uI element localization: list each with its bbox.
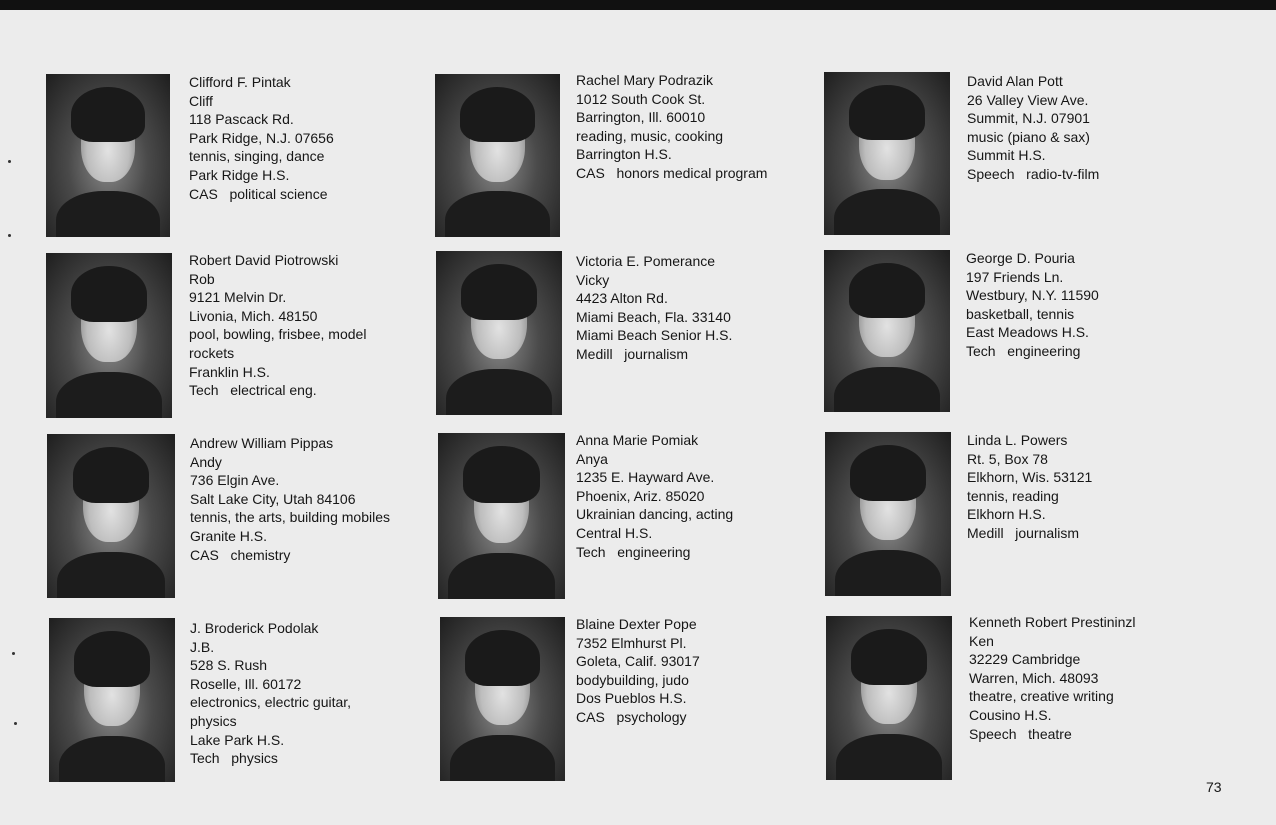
student-info [576, 71, 767, 183]
student-name: Blaine Dexter Pope [576, 616, 697, 632]
student-detail-line: Park Ridge, N.J. 07656 [189, 129, 334, 146]
student-detail-line: Speech radio-tv-film [967, 165, 1100, 182]
student-detail-line: Summit, N.J. 07901 [967, 110, 1090, 127]
student-name: George D. Pouria [966, 250, 1075, 266]
student-info [576, 252, 732, 364]
student-detail-line: Anya [576, 450, 608, 467]
student-name: J. Broderick Podolak [190, 620, 319, 636]
student-name: Victoria E. Pomerance [576, 253, 716, 269]
student-detail-line: 197 Friends Ln. [966, 268, 1064, 285]
student-detail-line: physics [190, 712, 237, 729]
student-info [967, 431, 1092, 543]
student-photo [825, 432, 951, 596]
student-detail-line: tennis, the arts, building mobiles [190, 509, 390, 526]
student-detail-line: Franklin H.S. [189, 363, 270, 380]
student-name: Kenneth Robert Prestininzl [969, 614, 1136, 630]
student-detail-line: Summit H.S. [967, 147, 1046, 164]
student-photo [46, 74, 170, 237]
student-photo [46, 253, 172, 418]
student-photo [824, 72, 950, 235]
student-detail-line: Phoenix, Ariz. 85020 [576, 487, 705, 504]
student-detail-line: Ukrainian dancing, acting [576, 506, 734, 523]
student-name: Linda L. Powers [967, 432, 1068, 448]
student-detail-line: Central H.S. [576, 524, 653, 541]
student-detail-line: Rt. 5, Box 78 [967, 450, 1048, 467]
student-detail-line: Tech physics [190, 750, 278, 767]
student-detail-line: Granite H.S. [190, 527, 268, 544]
margin-mark [8, 160, 11, 163]
student-name: Andrew William Pippas [190, 435, 334, 451]
student-detail-line: Cliff [189, 92, 213, 109]
student-detail-line: East Meadows H.S. [966, 324, 1089, 341]
student-detail-line: Barrington, Ill. 60010 [576, 109, 706, 126]
student-detail-line: Warren, Mich. 48093 [969, 669, 1099, 686]
student-info [576, 431, 733, 561]
student-photo [824, 250, 950, 412]
student-detail-line: Lake Park H.S. [190, 731, 285, 748]
student-detail-line: Barrington H.S. [576, 146, 672, 163]
student-info [189, 251, 366, 400]
student-name: Clifford F. Pintak [189, 74, 291, 90]
student-info [967, 72, 1099, 184]
student-detail-line: 9121 Melvin Dr. [189, 289, 287, 306]
student-detail-line: 4423 Alton Rd. [576, 290, 668, 307]
student-photo [440, 617, 565, 781]
student-detail-line: Andy [190, 453, 222, 470]
student-photo [47, 434, 175, 598]
student-detail-line: Westbury, N.Y. 11590 [966, 287, 1099, 304]
student-detail-line: CAS political science [189, 185, 328, 202]
student-detail-line: Dos Pueblos H.S. [576, 690, 687, 707]
student-detail-line: tennis, reading [967, 487, 1059, 504]
student-detail-line: basketball, tennis [966, 305, 1075, 322]
student-detail-line: Elkhorn H.S. [967, 506, 1046, 523]
margin-mark [14, 722, 17, 725]
student-detail-line: Ken [969, 632, 994, 649]
student-detail-line: Tech electrical eng. [189, 382, 317, 399]
student-detail-line: Elkhorn, Wis. 53121 [967, 469, 1093, 486]
student-detail-line: CAS honors medical program [576, 164, 768, 181]
student-detail-line: Medill journalism [967, 524, 1080, 541]
student-info [576, 615, 700, 727]
student-name: Rachel Mary Podrazik [576, 72, 713, 88]
student-detail-line: Park Ridge H.S. [189, 166, 290, 183]
student-photo [826, 616, 952, 780]
student-detail-line: Tech engineering [576, 543, 691, 560]
student-detail-line: tennis, singing, dance [189, 148, 325, 165]
page-number: 73 [1206, 779, 1222, 795]
student-info [190, 619, 351, 768]
student-detail-line: Tech engineering [966, 342, 1081, 359]
student-detail-line: Salt Lake City, Utah 84106 [190, 490, 356, 507]
student-photo [438, 433, 565, 599]
student-info [969, 613, 1136, 743]
student-detail-line: electronics, electric guitar, [190, 694, 352, 711]
student-detail-line: Rob [189, 270, 215, 287]
student-detail-line: rockets [189, 344, 235, 361]
student-name: Anna Marie Pomiak [576, 432, 699, 448]
margin-mark [8, 234, 11, 237]
student-detail-line: Goleta, Calif. 93017 [576, 653, 700, 670]
margin-mark [12, 652, 15, 655]
student-detail-line: Miami Beach Senior H.S. [576, 327, 733, 344]
student-detail-line: 1235 E. Hayward Ave. [576, 469, 715, 486]
student-photo [49, 618, 175, 782]
student-photo [435, 74, 560, 237]
student-info [189, 73, 334, 203]
student-info [966, 249, 1099, 361]
student-detail-line: 528 S. Rush [190, 657, 268, 674]
student-detail-line: 32229 Cambridge [969, 651, 1081, 668]
student-detail-line: Miami Beach, Fla. 33140 [576, 308, 731, 325]
student-info [190, 434, 390, 564]
student-detail-line: 118 Pascack Rd. [189, 111, 294, 128]
student-detail-line: 736 Elgin Ave. [190, 472, 280, 489]
student-detail-line: 26 Valley View Ave. [967, 91, 1089, 108]
student-detail-line: reading, music, cooking [576, 127, 724, 144]
student-detail-line: theatre, creative writing [969, 688, 1114, 705]
student-detail-line: CAS psychology [576, 708, 687, 725]
student-detail-line: CAS chemistry [190, 546, 291, 563]
student-detail-line: Livonia, Mich. 48150 [189, 307, 318, 324]
student-detail-line: Vicky [576, 271, 610, 288]
student-name: David Alan Pott [967, 73, 1063, 89]
student-detail-line: Speech theatre [969, 725, 1072, 742]
student-detail-line: 7352 Elmhurst Pl. [576, 634, 687, 651]
student-detail-line: Roselle, Ill. 60172 [190, 675, 302, 692]
student-detail-line: J.B. [190, 638, 215, 655]
student-detail-line: pool, bowling, frisbee, model [189, 326, 367, 343]
student-name: Robert David Piotrowski [189, 252, 339, 268]
student-detail-line: bodybuilding, judo [576, 671, 689, 688]
student-photo [436, 251, 562, 415]
student-detail-line: 1012 South Cook St. [576, 90, 706, 107]
student-detail-line: Cousino H.S. [969, 706, 1052, 723]
student-detail-line: music (piano & sax) [967, 128, 1090, 145]
student-detail-line: Medill journalism [576, 345, 689, 362]
